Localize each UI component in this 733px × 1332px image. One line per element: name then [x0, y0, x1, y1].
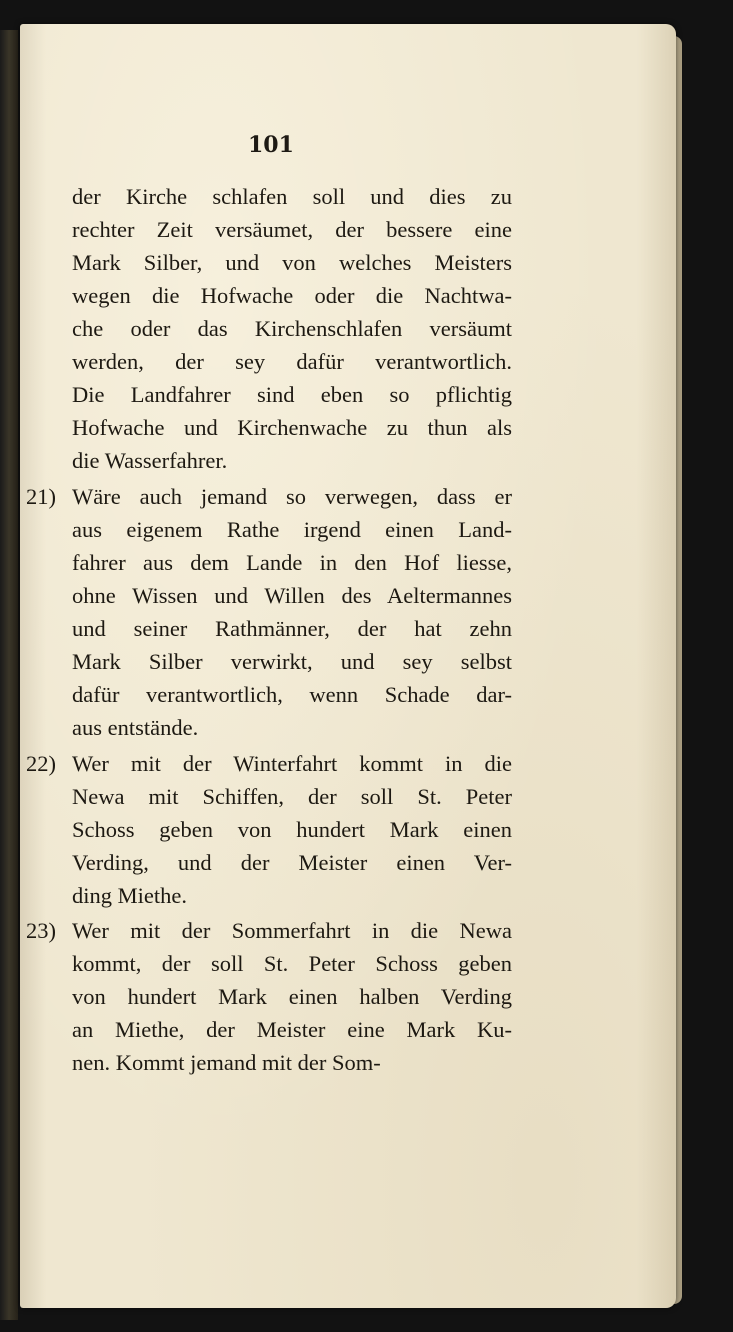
text-line: Verding, und der Meister einen Ver- [72, 850, 512, 875]
text-line: che oder das Kirchenschlafen versäumt [72, 316, 512, 341]
text-line: Mark Silber verwirkt, und sey selbst [72, 649, 512, 674]
text-line: Schoss geben von hundert Mark einen [72, 817, 512, 842]
page-number: 101 [248, 132, 294, 158]
text-line: wegen die Hofwache oder die Nachtwa- [72, 283, 512, 308]
text-line: die Wasserfahrer. [72, 448, 228, 473]
text-line: Die Landfahrer sind eben so pflichtig [72, 382, 512, 407]
text-line: von hundert Mark einen halben Verding [72, 984, 512, 1009]
text-line: aus eigenem Rathe irgend einen Land- [72, 517, 512, 542]
text-line: und seiner Rathmänner, der hat zehn [72, 616, 512, 641]
text-line: Hofwache und Kirchenwache zu thun als [72, 415, 512, 440]
text-line: Wer mit der Sommerfahrt in die Newa [72, 918, 512, 943]
text-line: an Miethe, der Meister eine Mark Ku- [72, 1017, 512, 1042]
text-line: fahrer aus dem Lande in den Hof liesse, [72, 550, 512, 575]
text-line: rechter Zeit versäumet, der bessere eine [72, 217, 512, 242]
text-line: dafür verantwortlich, wenn Schade dar- [72, 682, 512, 707]
paragraph-number: 23) [26, 918, 56, 943]
text-line: kommt, der soll St. Peter Schoss geben [72, 951, 512, 976]
text-line: ding Miethe. [72, 883, 187, 908]
text-line: werden, der sey dafür verantwortlich. [72, 349, 512, 374]
text-line: Wer mit der Winterfahrt kommt in die [72, 751, 512, 776]
text-line: der Kirche schlafen soll und dies zu [72, 184, 512, 209]
text-line: nen. Kommt jemand mit der Som- [72, 1050, 381, 1075]
text-line: aus entstände. [72, 715, 199, 740]
text-line: Mark Silber, und von welches Meisters [72, 250, 512, 275]
text-line: ohne Wissen und Willen des Aeltermannes [72, 583, 512, 608]
text-line: Newa mit Schiffen, der soll St. Peter [72, 784, 512, 809]
paragraph-number: 22) [26, 751, 56, 776]
left-page-edge [0, 30, 18, 1320]
text-line: Wäre auch jemand so verwegen, dass er [72, 484, 512, 509]
paragraph-number: 21) [26, 484, 56, 509]
